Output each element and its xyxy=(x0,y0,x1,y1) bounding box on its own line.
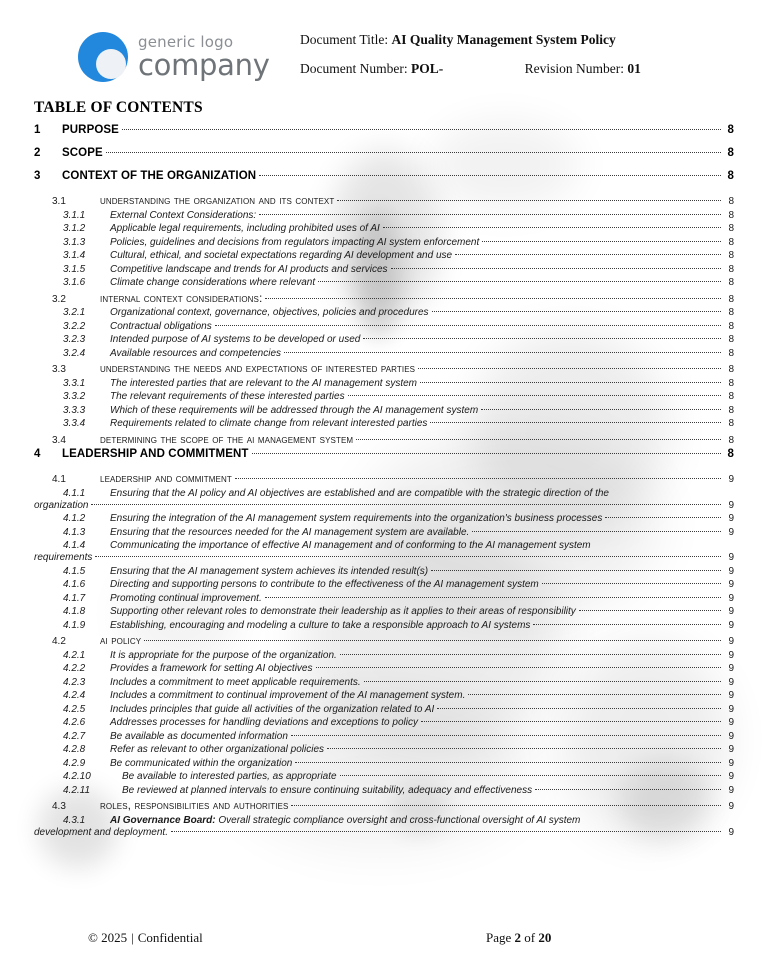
toc-entry-label: CONTEXT OF THE ORGANIZATION xyxy=(62,170,257,182)
toc-leader-dots xyxy=(542,583,721,584)
document-number-label: Document Number: xyxy=(300,61,408,76)
toc-entry-level3[interactable] xyxy=(34,744,734,755)
toc-leader-dots xyxy=(533,624,721,625)
toc-entry-level1[interactable] xyxy=(34,448,734,460)
toc-entry-page: 8 xyxy=(728,277,734,288)
toc-leader-dots xyxy=(259,214,721,215)
toc-entry-number: 3.3.4 xyxy=(63,418,86,429)
toc-entry-number: 3.4 xyxy=(52,434,66,446)
toc-entry-number: 3.1.4 xyxy=(63,250,86,261)
toc-entry-level2[interactable] xyxy=(34,193,734,207)
toc-entry-level3[interactable] xyxy=(34,405,734,416)
toc-entry-level3[interactable] xyxy=(34,731,734,742)
toc-entry-number: 4.1.3 xyxy=(63,526,86,538)
toc-entry-label: understanding the needs and expectations of interested parties xyxy=(100,361,416,375)
footer-right xyxy=(486,930,551,946)
toc-entry-level2[interactable] xyxy=(34,471,734,485)
toc-entry-number: 3.2.3 xyxy=(63,334,86,345)
toc-leader-dots xyxy=(95,556,721,557)
toc-entry-label: ai policy xyxy=(100,633,142,647)
toc-entry-page: 8 xyxy=(728,263,734,275)
revision-number-value: 01 xyxy=(627,61,641,76)
toc-entry-level2[interactable] xyxy=(34,798,734,812)
toc-entry-label: Be reviewed at planned intervals to ensure continuing suitability, adequacy and effectiveness xyxy=(122,784,533,796)
document-title-value: AI Quality Management System Policy xyxy=(391,32,616,47)
toc-entry-label: Which of these requirements will be addressed through the AI management system xyxy=(110,404,479,416)
toc-entry-page: 8 xyxy=(728,364,734,375)
toc-entry-label: Establishing, encouraging and modeling a culture to take a responsible approach to AI systems xyxy=(110,619,531,631)
toc-entry-level3[interactable] xyxy=(34,321,734,332)
toc-entry-label: Promoting continual improvement. xyxy=(110,592,262,604)
toc-entry-page: 8 xyxy=(727,124,734,136)
toc-leader-dots xyxy=(383,227,721,228)
toc-entry-number: 4.2.3 xyxy=(63,676,86,688)
toc-entry-label: Applicable legal requirements, including prohibited uses of AI xyxy=(110,223,380,234)
toc-entry-page: 8 xyxy=(728,347,734,359)
document-title-label: Document Title: xyxy=(300,32,389,47)
toc-entry-level3[interactable] xyxy=(34,677,734,688)
toc-leader-dots xyxy=(91,504,721,505)
toc-leader-dots xyxy=(235,478,721,479)
toc-entry-level3[interactable] xyxy=(34,771,734,782)
toc-leader-dots xyxy=(391,268,721,269)
toc-entry-label: Includes a commitment to continual improvement of the AI management system. xyxy=(110,690,466,701)
toc-entry-page: 8 xyxy=(727,147,734,159)
document-header xyxy=(0,0,768,98)
page-word: Page xyxy=(486,930,512,945)
toc-entry-number: 3.3.3 xyxy=(63,404,86,416)
toc-entry-page: 9 xyxy=(728,513,734,524)
toc-entry-label: Ensuring that the resources needed for the AI management system are available. xyxy=(110,526,470,538)
toc-entry-label: Refer as relevant to other organizational policies xyxy=(110,744,325,755)
toc-leader-dots xyxy=(265,597,721,598)
toc-entry-label-cont: requirements xyxy=(34,552,93,563)
toc-leader-dots xyxy=(432,311,721,312)
toc-entry-number: 3.3.2 xyxy=(63,391,86,402)
toc-entry-label: Supporting other relevant roles to demonstrate their leadership as it applies to their areas of responsibility xyxy=(110,606,576,617)
toc-entry-number: 4.2.4 xyxy=(63,690,86,701)
toc-entry-label: LEADERSHIP AND COMMITMENT xyxy=(62,448,249,460)
toc-entry-number: 3.1.3 xyxy=(63,236,86,248)
toc-entry-number: 4.2.9 xyxy=(63,757,86,769)
toc-leader-dots xyxy=(535,789,721,790)
toc-leader-dots xyxy=(295,762,721,763)
toc-entry-page: 8 xyxy=(728,334,734,345)
document-number-value: POL- xyxy=(410,61,444,76)
toc-entry-level2[interactable] xyxy=(34,633,734,647)
page-title: TABLE OF CONTENTS xyxy=(34,99,203,116)
toc-entry-number: 4.1.8 xyxy=(63,606,86,617)
toc-leader-dots xyxy=(605,517,721,518)
document-title-row xyxy=(300,32,730,48)
toc-entry-label: internal context considerations: xyxy=(100,290,263,305)
toc-entry-number: 4.2.2 xyxy=(63,663,86,674)
footer-left xyxy=(88,930,203,946)
toc-entry-number: 4.1.4 xyxy=(63,540,86,551)
toc-entry-label: Contractual obligations xyxy=(110,320,212,332)
toc-entry-page: 9 xyxy=(728,579,734,590)
toc-entry-page: 8 xyxy=(728,250,734,261)
toc-entry-page: 8 xyxy=(728,434,734,446)
toc-entry-level3[interactable] xyxy=(34,620,734,631)
toc-entry-level3[interactable] xyxy=(34,758,734,769)
toc-entry-number: 4.2.7 xyxy=(63,730,86,742)
page-current: 2 xyxy=(514,930,522,945)
toc-leader-dots xyxy=(482,241,721,242)
toc-leader-dots xyxy=(252,453,722,454)
toc-entry-number: 4.3 xyxy=(52,801,66,812)
toc-leader-dots xyxy=(171,831,721,832)
toc-entry-page: 9 xyxy=(728,636,734,647)
toc-entry-label: The relevant requirements of these interested parties xyxy=(110,391,345,402)
toc-entry-level3[interactable] xyxy=(34,663,734,674)
toc-entry-number: 3.2 xyxy=(52,293,66,305)
toc-entry-label: Communicating the importance of effective AI management and of conforming to the AI management system xyxy=(110,540,591,551)
toc-leader-dots xyxy=(291,735,721,736)
toc-entry-label: leadership and commitment xyxy=(100,471,232,485)
confidential-text: Confidential xyxy=(137,930,203,945)
toc-entry-number: 4.2 xyxy=(52,636,66,647)
toc-entry-number: 3.2.1 xyxy=(63,307,86,318)
toc-entry-page: 8 xyxy=(728,418,734,429)
toc-entry-label: determining the scope of the ai management system xyxy=(100,431,354,446)
toc-entry-level3[interactable] xyxy=(34,815,734,838)
toc-entry-page: 8 xyxy=(727,448,734,460)
toc-leader-dots xyxy=(472,531,721,532)
toc-entry-page: 9 xyxy=(728,690,734,701)
toc-entry-level3[interactable] xyxy=(34,223,734,234)
toc-entry-page: 9 xyxy=(728,744,734,755)
toc-entry-label: Be communicated within the organization xyxy=(110,757,293,769)
toc-entry-label: Ensuring the integration of the AI management system requirements into the organization's business processes xyxy=(110,513,603,524)
toc-entry-number: 4.1.5 xyxy=(63,565,86,577)
toc-entry-level3[interactable] xyxy=(34,391,734,402)
toc-entry-page: 9 xyxy=(728,499,734,511)
revision-number-label: Revision Number: xyxy=(524,61,624,76)
toc-entry-label: Be available to interested parties, as appropriate xyxy=(122,771,337,782)
toc-entry-page: 9 xyxy=(728,565,734,577)
toc-entry-page: 9 xyxy=(728,552,734,563)
toc-entry-number: 4.1.7 xyxy=(63,592,86,604)
toc-entry-number: 3.2.2 xyxy=(63,320,86,332)
toc-entry-page: 9 xyxy=(728,730,734,742)
toc-entry-number: 3.1.2 xyxy=(63,223,86,234)
toc-entry-label: Policies, guidelines and decisions from regulators impacting AI system enforcement xyxy=(110,236,480,248)
toc-entry-label: Organizational context, governance, objectives, policies and procedures xyxy=(110,307,429,318)
toc-entry-level2[interactable] xyxy=(34,361,734,375)
toc-entry-number: 4 xyxy=(34,448,41,460)
toc-entry-label: Available resources and competencies xyxy=(110,347,282,359)
toc-leader-dots xyxy=(579,610,721,611)
toc-leader-dots xyxy=(316,667,722,668)
toc-entry-page: 9 xyxy=(728,649,734,661)
toc-entry-level2[interactable] xyxy=(34,291,734,305)
toc-entry-number: 4.1 xyxy=(52,474,66,485)
toc-entry-level3[interactable] xyxy=(34,210,734,221)
toc-entry-number: 3.2.4 xyxy=(63,347,86,359)
toc-entry-page: 9 xyxy=(728,606,734,617)
toc-entry-level2[interactable] xyxy=(34,432,734,446)
toc-entry-label: Provides a framework for setting AI objectives xyxy=(110,663,313,674)
toc-leader-dots xyxy=(468,694,721,695)
logo-bottom-text: company xyxy=(138,47,270,82)
toc-leader-dots xyxy=(340,654,721,655)
toc-entry-level3[interactable] xyxy=(34,277,734,288)
toc-entry-number: 4.1.9 xyxy=(63,619,86,631)
toc-entry-page: 8 xyxy=(728,223,734,234)
toc-leader-dots xyxy=(455,254,721,255)
document-number-row xyxy=(300,61,730,77)
toc-entry-number: 3.1.6 xyxy=(63,277,86,288)
logo-top-text: generic logo xyxy=(138,32,234,51)
company-logo xyxy=(78,30,270,84)
toc-entry-label: Ensuring that the AI policy and AI objectives are established and are compatible with the strategic direction of the xyxy=(110,487,609,499)
toc-entry-number: 4.2.11 xyxy=(63,784,91,796)
toc-leader-dots xyxy=(327,748,721,749)
toc-entry-label: Competitive landscape and trends for AI products and services xyxy=(110,263,388,275)
toc-entry-label: roles, responsibilities and authorities xyxy=(100,798,289,812)
of-word: of xyxy=(524,930,536,945)
toc-entry-level3[interactable] xyxy=(34,650,734,661)
toc-entry-page: 9 xyxy=(728,663,734,674)
toc-entry-label: Climate change considerations where relevant xyxy=(110,277,316,288)
toc-leader-dots xyxy=(291,805,721,806)
toc-entry-number: 4.2.8 xyxy=(63,744,86,755)
toc-entry-number: 2 xyxy=(34,147,41,159)
toc-entry-number: 3.3.1 xyxy=(63,377,86,389)
toc-entry-page: 8 xyxy=(728,377,734,389)
toc-entry-page: 9 xyxy=(728,619,734,631)
toc-leader-dots xyxy=(481,409,721,410)
toc-leader-dots xyxy=(259,175,721,176)
toc-entry-number: 4.2.10 xyxy=(63,771,91,782)
toc-entry-label: SCOPE xyxy=(62,147,103,159)
toc-entry-page: 9 xyxy=(728,592,734,604)
toc-entry-label: Be available as documented information xyxy=(110,730,288,742)
toc-entry-level3[interactable] xyxy=(34,264,734,275)
toc-entry-label: Includes principles that guide all activities of the organization related to AI xyxy=(110,703,435,715)
toc-leader-dots xyxy=(340,775,721,776)
copyright-text: © 2025 xyxy=(88,930,128,945)
toc-entry-page: 8 xyxy=(728,196,734,207)
page-total: 20 xyxy=(538,930,552,945)
toc-entry-level3[interactable] xyxy=(34,606,734,617)
toc-leader-dots xyxy=(431,570,721,571)
toc-entry-number: 4.1.6 xyxy=(63,579,86,590)
toc-entry-label: The interested parties that are relevant to the AI management system xyxy=(110,377,418,389)
toc-entry-number: 4.2.1 xyxy=(63,649,86,661)
logo-circle-icon xyxy=(78,30,132,84)
toc-entry-page: 9 xyxy=(728,703,734,715)
toc-entry-level3[interactable] xyxy=(34,418,734,429)
toc-leader-dots xyxy=(337,200,721,201)
toc-entry-label: Ensuring that the AI management system achieves its intended result(s) xyxy=(110,565,429,577)
toc-entry-label: Addresses processes for handling deviations and exceptions to policy xyxy=(110,717,418,728)
toc-entry-label: Intended purpose of AI systems to be developed or used xyxy=(110,334,361,345)
toc-entry-page: 9 xyxy=(728,801,734,812)
toc-leader-dots xyxy=(363,338,721,339)
toc-entry-label: PURPOSE xyxy=(62,124,119,136)
toc-entry-level3[interactable] xyxy=(34,593,734,604)
toc-entry-label-cont: development and deployment. xyxy=(34,826,168,838)
toc-entry-label xyxy=(110,815,734,826)
toc-entry-page: 8 xyxy=(727,170,734,182)
toc-entry-level3[interactable] xyxy=(34,348,734,359)
toc-entry-level1[interactable] xyxy=(34,170,734,182)
document-footer xyxy=(0,930,768,958)
toc-entry-number: 4.1.2 xyxy=(63,513,86,524)
toc-leader-dots xyxy=(122,129,721,130)
footer-separator: | xyxy=(131,930,134,945)
toc-entry-page: 8 xyxy=(728,320,734,332)
toc-leader-dots xyxy=(348,395,721,396)
toc-entry-level3[interactable] xyxy=(34,579,734,590)
toc-entry-page: 8 xyxy=(728,391,734,402)
toc-leader-dots xyxy=(430,422,721,423)
toc-leader-dots xyxy=(144,640,721,641)
toc-entry-label-cont: organization xyxy=(34,499,89,511)
toc-entry-number: 4.2.5 xyxy=(63,703,86,715)
toc-entry-level1[interactable] xyxy=(34,124,734,136)
toc-entry-label: External Context Considerations: xyxy=(110,209,257,221)
toc-leader-dots xyxy=(437,708,721,709)
toc-entry-page: 9 xyxy=(728,676,734,688)
toc-entry-level3[interactable] xyxy=(34,307,734,318)
toc-entry-level3[interactable] xyxy=(34,237,734,248)
toc-entry-number: 3.1.5 xyxy=(63,263,86,275)
toc-entry-level3[interactable] xyxy=(34,785,734,796)
toc-entry-number: 1 xyxy=(34,124,41,136)
toc-entry-label: Includes a commitment to meet applicable requirements. xyxy=(110,676,361,688)
toc-entry-level1[interactable] xyxy=(34,147,734,159)
toc-entry-page: 8 xyxy=(728,404,734,416)
toc-entry-label: Directing and supporting persons to contribute to the effectiveness of the AI management system xyxy=(110,579,539,590)
toc-entry-level3[interactable] xyxy=(34,488,734,511)
toc-entry-page: 9 xyxy=(728,717,734,728)
toc-entry-number: 4.2.6 xyxy=(63,717,86,728)
toc-entry-level3[interactable] xyxy=(34,513,734,524)
toc-entry-level3[interactable] xyxy=(34,540,734,563)
toc-leader-dots xyxy=(215,325,721,326)
toc-entry-level3[interactable] xyxy=(34,250,734,261)
toc-entry-label: Requirements related to climate change from relevant interested parties xyxy=(110,418,428,429)
toc-entry-level3[interactable] xyxy=(34,378,734,389)
toc-leader-dots xyxy=(318,281,721,282)
toc-entry-number: 3.3 xyxy=(52,364,66,375)
toc-entry-page: 9 xyxy=(728,784,734,796)
toc-entry-label: Cultural, ethical, and societal expectations regarding AI development and use xyxy=(110,250,453,261)
toc-entry-level3[interactable] xyxy=(34,704,734,715)
toc-entry-number: 3.1 xyxy=(52,196,66,207)
toc-leader-dots xyxy=(420,382,721,383)
toc-entry-label: understanding the organization and its context xyxy=(100,193,335,207)
toc-entry-page: 8 xyxy=(728,307,734,318)
toc-leader-dots xyxy=(356,439,721,440)
toc-entry-page: 8 xyxy=(728,293,734,305)
toc-entry-number: 4.3.1 xyxy=(63,814,86,826)
toc-leader-dots xyxy=(106,152,721,153)
toc-entry-page: 9 xyxy=(728,474,734,485)
toc-leader-dots xyxy=(418,368,721,369)
toc-entry-number: 3.1.1 xyxy=(63,209,86,221)
toc-entry-label: It is appropriate for the purpose of the organization. xyxy=(110,649,337,661)
toc-entry-level3[interactable] xyxy=(34,527,734,538)
toc-entry-page: 8 xyxy=(728,209,734,221)
toc-leader-dots xyxy=(421,721,721,722)
toc-entry-number: 4.1.1 xyxy=(63,487,86,499)
toc-entry-page: 9 xyxy=(728,826,734,838)
toc-entry-page: 9 xyxy=(728,771,734,782)
toc-leader-dots xyxy=(265,298,721,299)
header-fields xyxy=(300,32,730,90)
toc-entry-level3[interactable] xyxy=(34,334,734,345)
toc-entry-page: 8 xyxy=(728,236,734,248)
toc-entry-level3[interactable] xyxy=(34,690,734,701)
toc-entry-level3[interactable] xyxy=(34,717,734,728)
toc-entry-page: 9 xyxy=(728,526,734,538)
toc-leader-dots xyxy=(364,681,721,682)
toc-entry-number: 3 xyxy=(34,170,41,182)
toc-entry-level3[interactable] xyxy=(34,566,734,577)
toc-entry-bold-prefix: AI Governance Board: xyxy=(110,814,216,826)
table-of-contents xyxy=(34,124,734,840)
toc-entry-page: 9 xyxy=(728,757,734,769)
toc-entry-label-rest: Overall strategic compliance oversight and cross-functional oversight of AI system xyxy=(215,814,581,826)
toc-leader-dots xyxy=(284,352,721,353)
